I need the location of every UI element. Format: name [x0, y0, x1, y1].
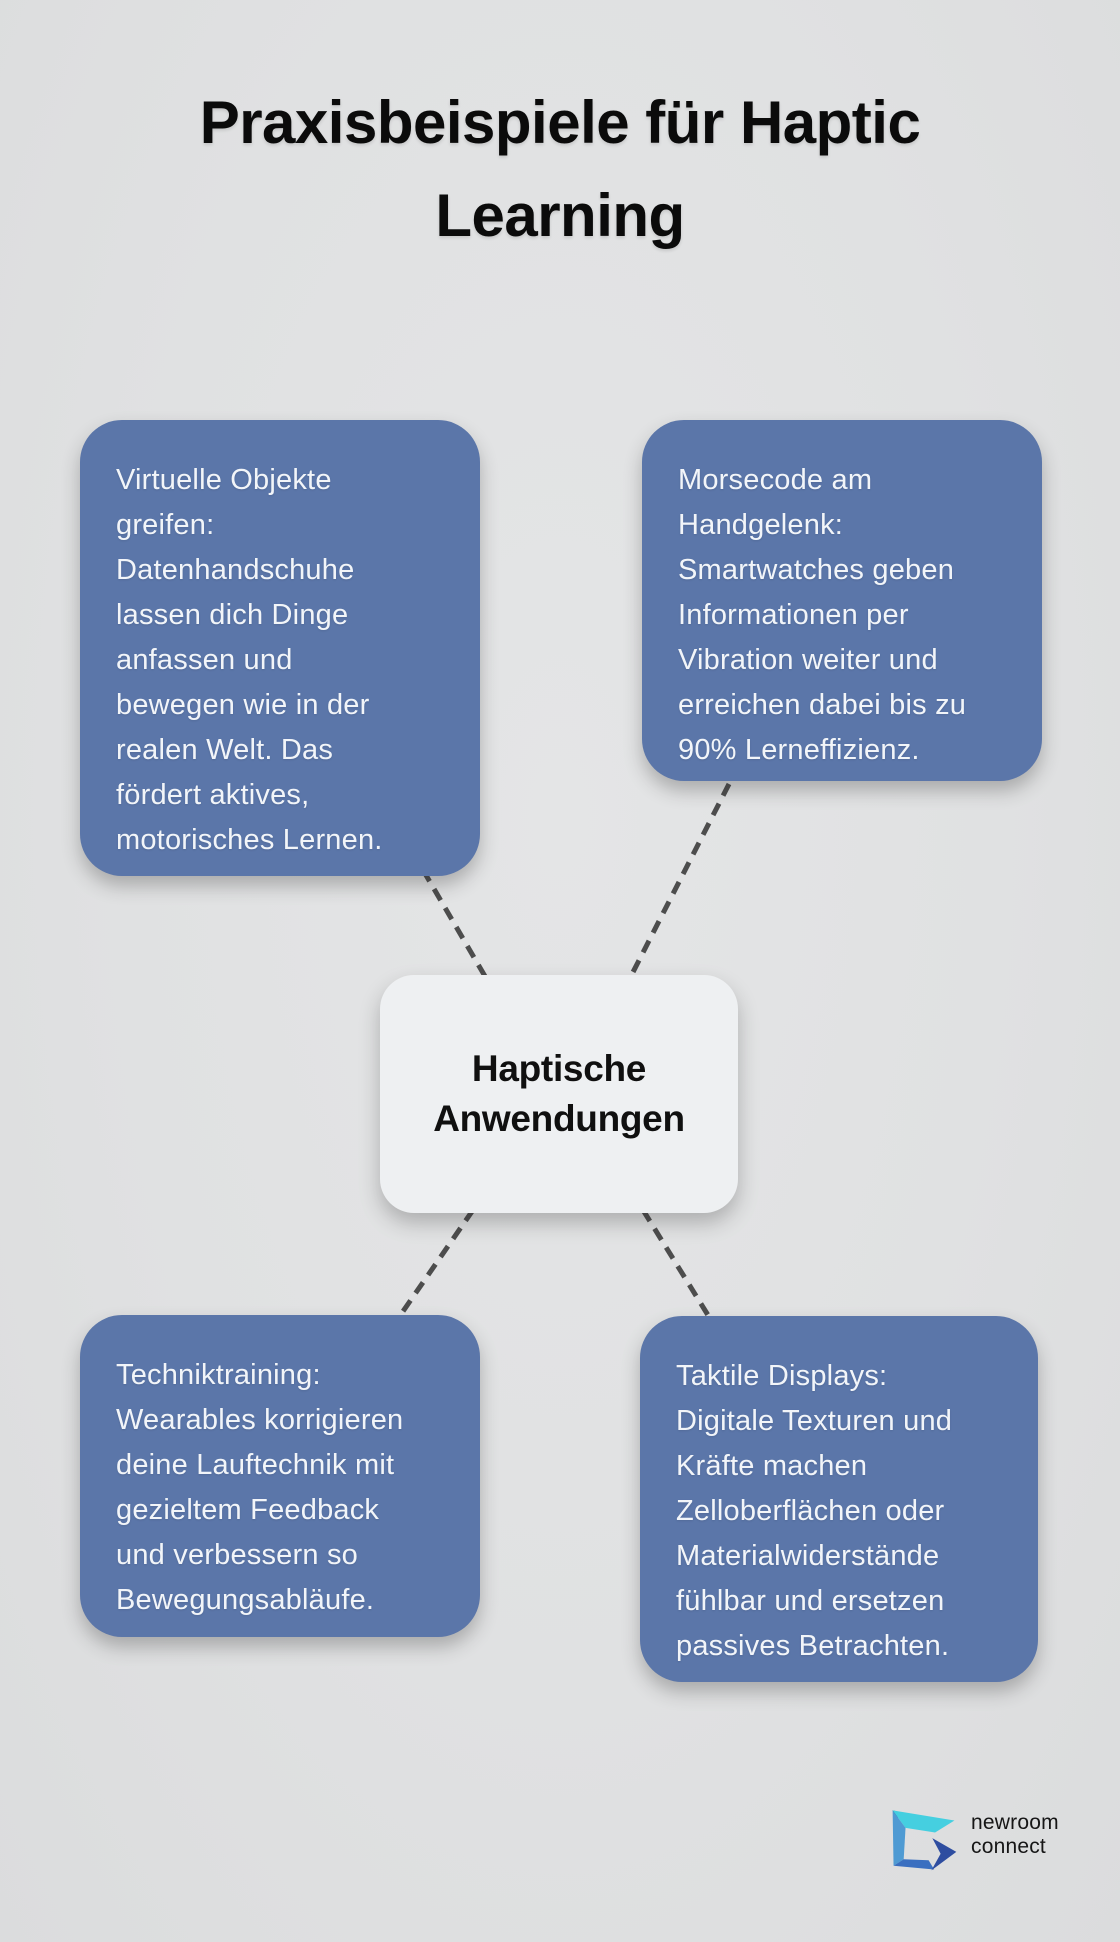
node-bottom-right: Taktile Displays: Digitale Texturen und Kräfte machen Zelloberflächen oder Materialwiderstände fühlbar und ersetzen passives Betrachten. — [640, 1316, 1038, 1682]
brand-name: newroom connect — [971, 1811, 1059, 1858]
newroom-connect-logo-icon — [888, 1804, 960, 1874]
connector-top-left — [423, 870, 486, 978]
connector-bottom-right — [643, 1210, 711, 1320]
brand-logo — [888, 1804, 1059, 1874]
center-node — [380, 975, 738, 1213]
page-title: Praxisbeispiele für Haptic Learning — [199, 89, 921, 249]
node-top-left: Virtuelle Objekte greifen: Datenhandschuhe lassen dich Dinge anfassen und bewegen wie in der realen Welt. Das fördert aktives, motorisches Lernen. — [80, 420, 480, 876]
center-node-label: Haptische Anwendungen — [433, 1048, 685, 1139]
node-bottom-left: Techniktraining: Wearables korrigieren deine Lauftechnik mit gezieltem Feedback und verbessern so Bewegungsabläufe. — [80, 1315, 480, 1637]
connector-top-right — [630, 784, 729, 978]
node-top-right: Morsecode am Handgelenk: Smartwatches geben Informationen per Vibration weiter und erreichen dabei bis zu 90% Lerneffizienz. — [642, 420, 1042, 781]
connector-bottom-left — [397, 1210, 473, 1320]
